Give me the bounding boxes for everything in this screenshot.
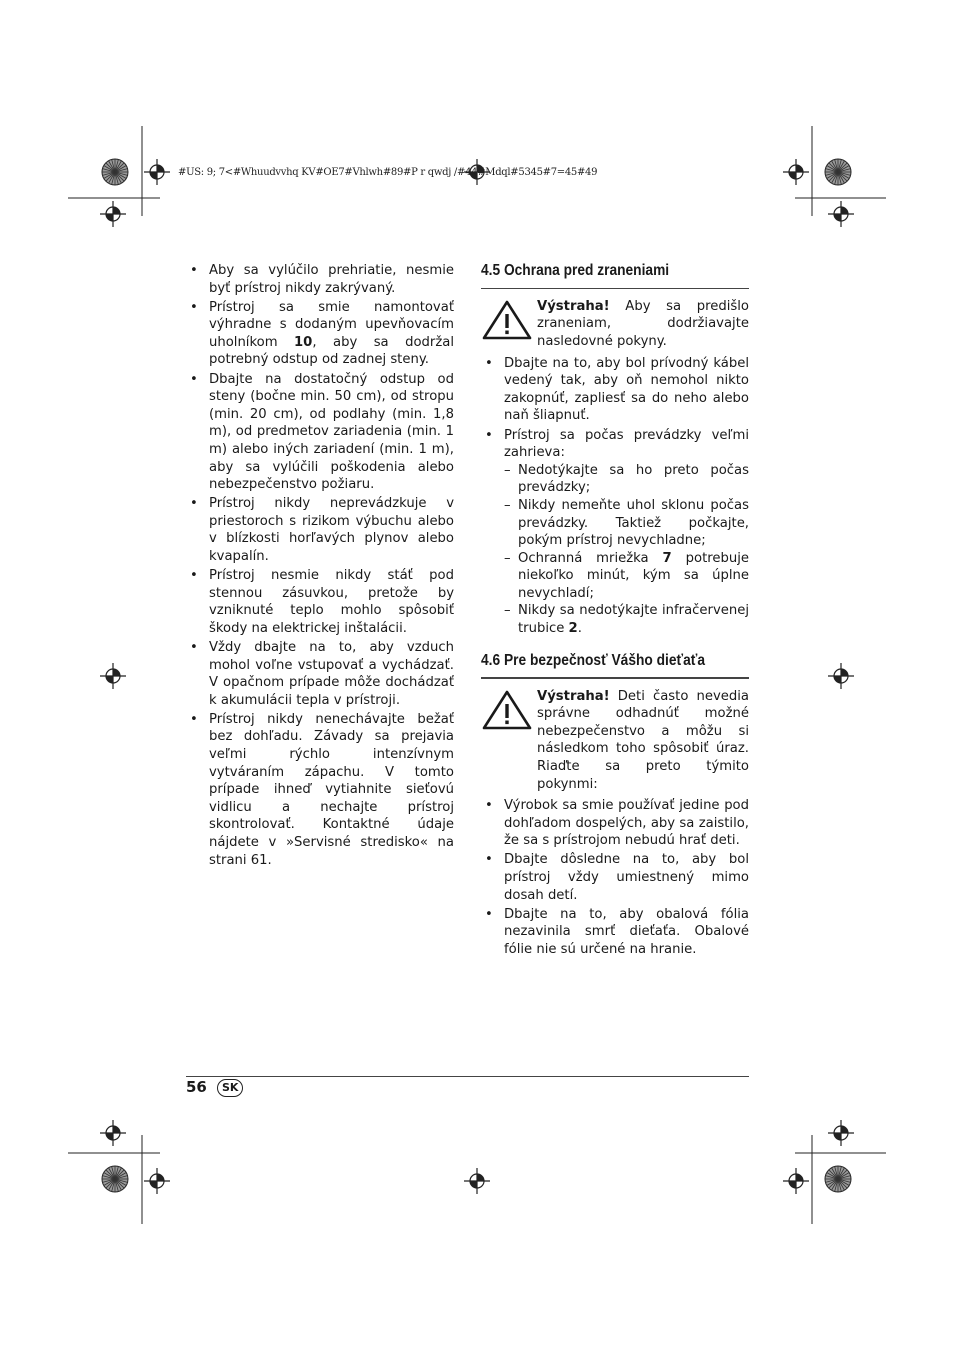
warning-triangle-icon xyxy=(481,298,533,340)
registration-crosshair-icon xyxy=(783,1168,809,1194)
language-badge: SK xyxy=(217,1079,243,1097)
warning-triangle-icon xyxy=(481,688,533,730)
list-item: • Prístroj nikdy neprevádzkuje v priestoroch s rizikom výbuchu alebo v blízkosti horľavých plynov alebo kvapalín. xyxy=(186,495,454,565)
registration-crosshair-icon xyxy=(783,159,809,185)
warning-text: Výstraha! Deti často nevedia správne odhadnúť možné nebezpečenstvo a môžu si následkom toho spôsobiť úraz. Riaďte sa preto týmito pokynmi: xyxy=(537,688,749,792)
registration-crosshair-icon xyxy=(828,663,854,689)
section-divider xyxy=(481,677,749,678)
sub-list-item: – Nikdy sa nedotýkajte infračervenej trubice 2. xyxy=(504,602,749,637)
warning-block xyxy=(481,298,749,351)
list-item: • Výrobok sa smie používať jedine pod dohľadom dospelých, aby sa zaistilo, že sa s prístrojom nebudú hrať deti. xyxy=(481,797,749,850)
list-item: • Dbajte na dostatočný odstup od steny (bočne min. 50 cm), od stropu (min. 20 cm), od podlahy (min. 1,8 m), od predmetov zariadenia (min. 1 m) alebo iných zariadení (min. 1 m), aby sa vylúčili poškodenia alebo nebezpečenstvo požiaru. xyxy=(186,371,454,494)
registration-crosshair-icon xyxy=(144,159,170,185)
left-column xyxy=(186,262,454,871)
print-slug: #US: 9; 7<#Whuudvvhq KV#OE7#Vhlwh#89#P r qwdj /#44#Mdql#5345#7=45#49 xyxy=(178,167,598,178)
list-item: • Prístroj nikdy nenechávajte bežať bez dohľadu. Závady sa prejavia veľmi rýchlo intenzívnym vytváraním zápachu. V tomto prípade ihneď vytiahnite sieťovú vidlicu a nechajte prístroj skontrolovať. Kontaktné údaje nájdete v »Servisné stredisko« na strani 61. xyxy=(186,711,454,869)
list-item: • Prístroj nesmie nikdy stáť pod stennou zásuvkou, pretože by vzniknuté teplo mohlo spôsobiť škody na elektrickej inštalácii. xyxy=(186,567,454,637)
registration-crosshair-icon xyxy=(100,201,126,227)
color-register-icon xyxy=(102,1166,128,1192)
section-title-4-5: 4.5 Ochrana pred zraneniami xyxy=(481,262,670,279)
page-number: 56 xyxy=(186,1078,207,1096)
list-item: • Aby sa vylúčilo prehriatie, nesmie byť prístroj nikdy zakrývaný. xyxy=(186,262,454,297)
registration-crosshair-icon xyxy=(144,1168,170,1194)
list-item: • Dbajte na to, aby obalová fólia nezavinila smrť dieťaťa. Obalové fólie nie sú určené na hranie. xyxy=(481,906,749,959)
registration-crosshair-icon xyxy=(100,663,126,689)
list-item: • Prístroj sa smie namontovať výhradne s dodaným upevňovacím uholníkom 10, aby sa dodržal potrebný odstup od zadnej steny. xyxy=(186,299,454,369)
footer-divider xyxy=(186,1076,749,1077)
list-item: • Dbajte na to, aby bol prívodný kábel vedený tak, aby oň nemohol nikto zakopnúť, zapliesť sa do neho alebo naň šliapnuť. xyxy=(481,355,749,425)
list-item: • Dbajte dôsledne na to, aby bol prístroj vždy umiestnený mimo dosah detí. xyxy=(481,851,749,904)
registration-crosshair-icon xyxy=(100,1120,126,1146)
sub-list xyxy=(504,462,749,638)
right-column xyxy=(481,262,749,960)
color-register-icon xyxy=(102,159,128,185)
warning-text: Výstraha! Aby sa predišlo zraneniam, dodržiavajte nasledovné pokyny. xyxy=(537,298,749,350)
safety-list xyxy=(186,262,454,869)
list-item: • Vždy dbajte na to, aby vzduch mohol voľne vstupovať a vychádzať. V opačnom prípade môže dochádzať k akumulácii tepla v prístroji. xyxy=(186,639,454,709)
registration-crosshair-icon xyxy=(828,201,854,227)
injury-list xyxy=(481,355,749,638)
section-divider xyxy=(481,288,749,289)
sub-list-item: – Nedotýkajte sa ho preto počas prevádzky; xyxy=(504,462,749,497)
color-register-icon xyxy=(825,1166,851,1192)
sub-list-item: – Ochranná mriežka 7 potrebuje niekoľko minút, kým sa úplne nevychladí; xyxy=(504,550,749,603)
list-item: • Prístroj sa počas prevádzky veľmi zahrieva: – Nedotýkajte sa ho preto počas prevádzky; – Nikdy nemeňte uhol sklonu počas prevádzky. Taktiež počkajte, pokým prístroj nevychladne; – Ochranná mriežka 7 potrebuje niekoľko minút, kým sa úplne nevychladí; – Nikdy sa nedotýkajte infračervenej trubice 2. xyxy=(481,427,749,638)
registration-crosshair-icon xyxy=(464,1168,490,1194)
sub-list-item: – Nikdy nemeňte uhol sklonu počas prevádzky. Taktiež počkajte, pokým prístroj nevychladne; xyxy=(504,497,749,550)
color-register-icon xyxy=(825,159,851,185)
warning-block xyxy=(481,688,749,794)
registration-crosshair-icon xyxy=(828,1120,854,1146)
child-safety-list xyxy=(481,797,749,958)
section-title-4-6: 4.6 Pre bezpečnosť Vášho dieťaťa xyxy=(481,651,705,669)
